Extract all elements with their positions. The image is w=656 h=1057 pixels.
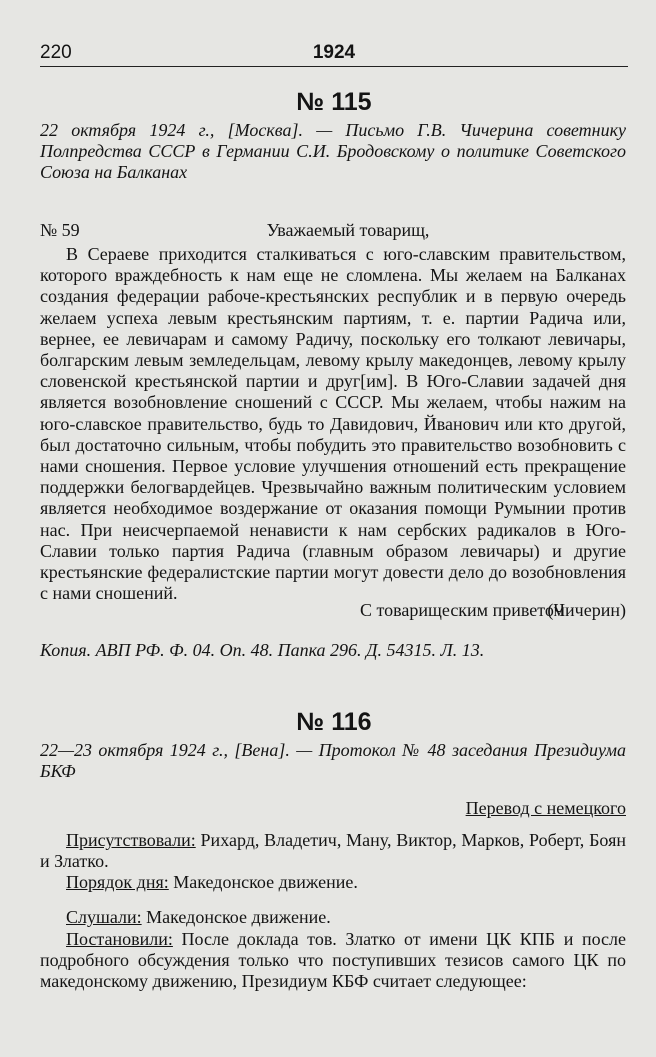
heard-line <box>40 907 626 928</box>
agenda-value: Македонское движение. <box>173 872 358 892</box>
doc115-headline: 22 октября 1924 г., [Москва]. — Письмо Г.В. Чичерина советнику Полпредства СССР в Германии С.И. Бродовскому о политике Советского Союза на Балканах <box>40 120 626 182</box>
doc115-number: № 115 <box>296 88 372 116</box>
translation-note: Перевод с немецкого <box>465 798 626 818</box>
present-line <box>40 830 626 872</box>
letter-number: № 59 <box>40 220 80 240</box>
page-number: 220 <box>40 42 72 63</box>
closing: С товарищеским приветом <box>360 600 565 620</box>
heard-label: Слушали: <box>66 907 142 927</box>
doc115-source: Копия. АВП РФ. Ф. 04. Оп. 48. Папка 296. Д. 54315. Л. 13. <box>40 640 485 660</box>
present-label: Присутствовали: <box>66 830 196 850</box>
doc116-number: № 116 <box>296 708 372 736</box>
signature: (Чичерин) <box>547 600 626 620</box>
resolved-line <box>40 929 626 992</box>
page-header <box>40 38 628 67</box>
heard-value: Македонское движение. <box>146 907 331 927</box>
salutation: Уважаемый товарищ, <box>266 220 430 240</box>
agenda-line <box>40 872 626 893</box>
doc115-body: В Сераеве приходится сталкиваться с юго-славским правительством, которого враждебность к нам еще не сломлена. Мы желаем на Балканах создания федерации рабоче-крестьянских республик и в первую очередь желаем успеха левым крестьянским партиям, т. е. партии Радича или, вернее, ее левичарам и самому Радичу, поскольку его толкают левичары, болгарским левым земледельцам, левому крылу македонцев, левому крылу словенской крестьянской партии и друг[им]. В Юго-Славии задачей дня является возобновление сношений с СССР. Мы желаем, чтобы нажим на юго-славское правительство, будь то Давидович, Йванович или кто другой, был достаточно сильным, чтобы побудить это правительство возобновить с нами сношения. Первое условие улучшения отношений есть прекращение поддержки белогвардейцев. Чрезвычайно важным политическим условием является необходимое воздержание от оказания помощи Румынии против нас. При неисчерпаемой ненависти к нам сербских радикалов в Юго-Славии только партия Радича (главным образом левичары) и другие крестьянские федералистские партии могут довести дело до возобновления с нами сношений. <box>40 244 626 604</box>
present-value: Рихард, Владетич, Ману, Виктор, Марков, Роберт, Боян и Златко. <box>40 830 626 871</box>
doc116-headline: 22—23 октября 1924 г., [Вена]. — Протокол № 48 заседания Президиума БКФ <box>40 740 626 781</box>
resolved-label: Постановили: <box>66 929 173 949</box>
agenda-label: Порядок дня: <box>66 872 169 892</box>
running-year: 1924 <box>312 42 356 63</box>
resolved-value: После доклада тов. Златко от имени ЦК КПБ и после подробного обсуждения только что поступивших тезисов самого ЦК по македонскому движению, Президиум КБФ считает следующее: <box>40 929 626 991</box>
